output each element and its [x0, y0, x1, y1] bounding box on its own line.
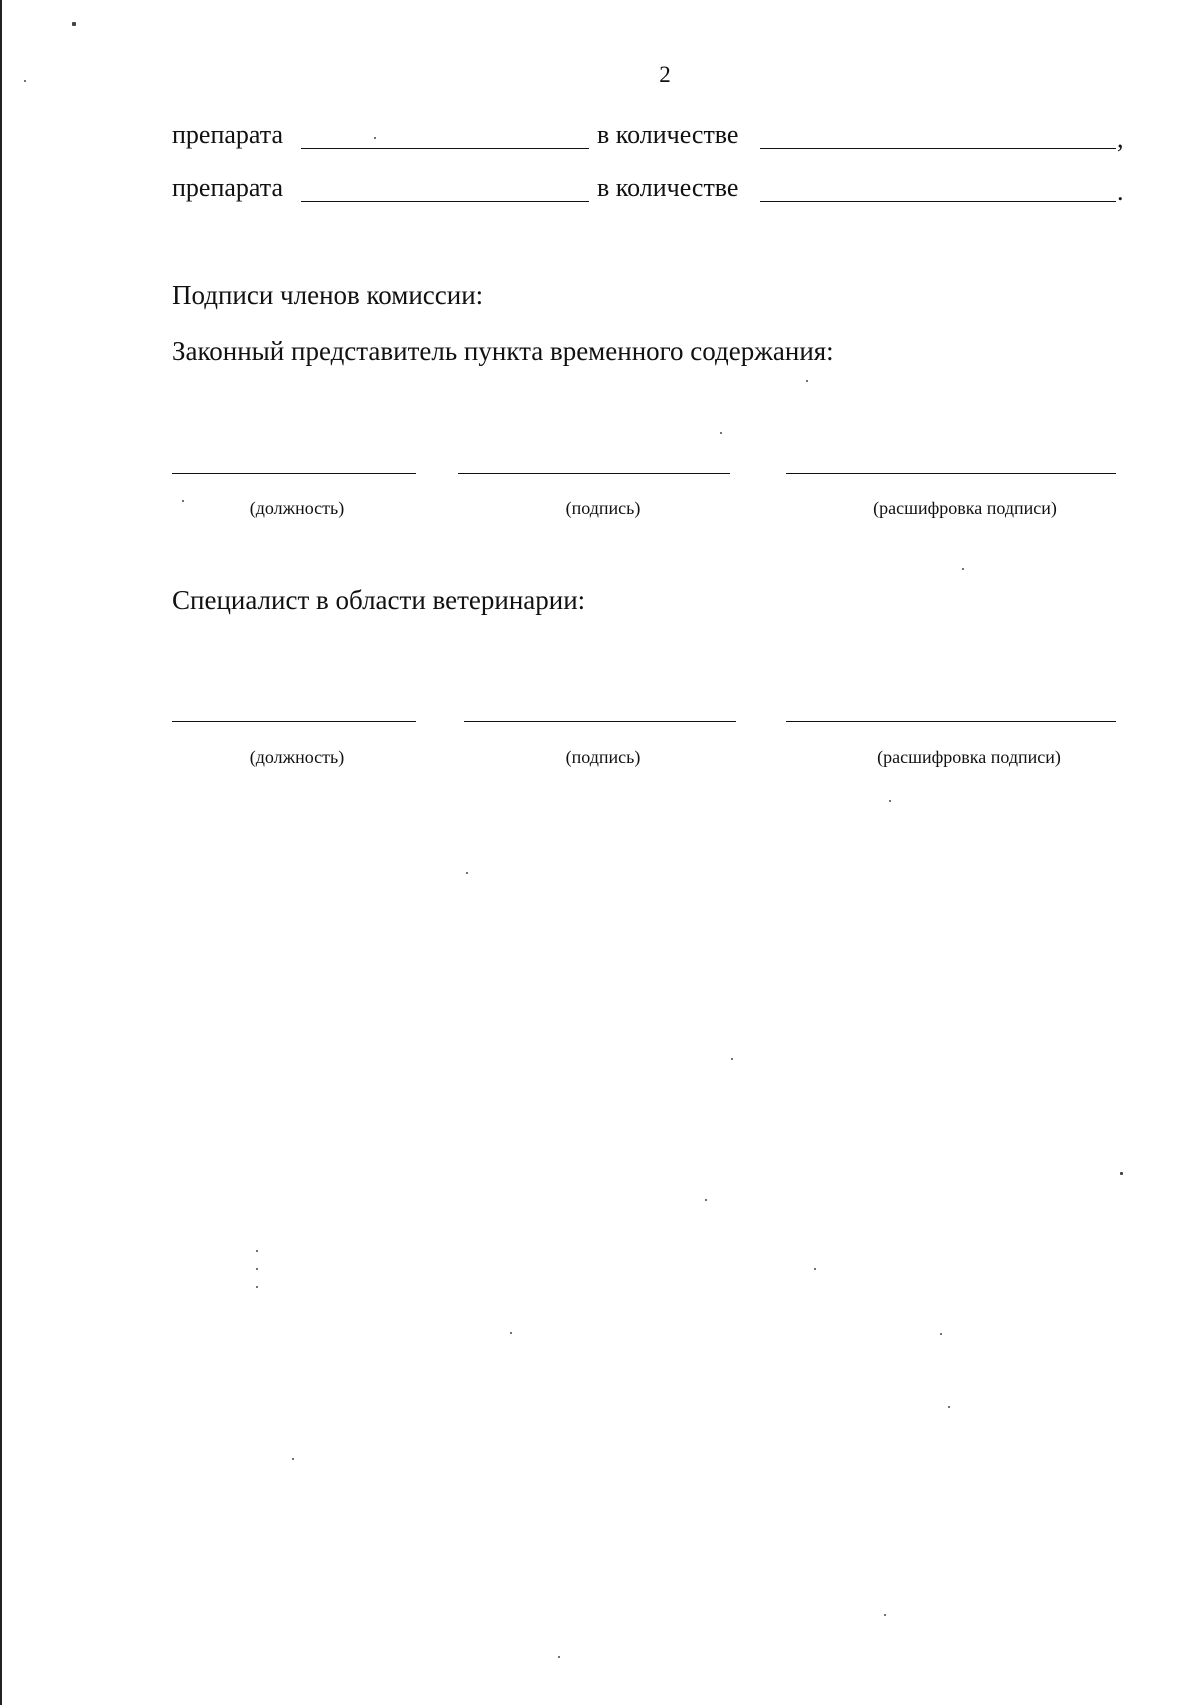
position-caption-2: (должность) — [249, 747, 345, 767]
signatures-heading: Подписи членов комиссии: — [172, 280, 484, 310]
drug-name-field-2[interactable] — [301, 201, 589, 202]
signature-caption-2: (подпись) — [565, 747, 641, 767]
scan-speck — [292, 1458, 294, 1460]
scan-speck — [256, 1286, 258, 1288]
scan-speck — [962, 568, 964, 570]
signature-caption-1: (подпись) — [565, 498, 641, 518]
decoding-caption-1: (расшифровка подписи) — [873, 498, 1057, 518]
scan-speck — [182, 500, 184, 502]
quantity-field-1[interactable] — [760, 148, 1116, 149]
row-end-punct-1: , — [1117, 124, 1124, 153]
drug-label-2: препарата — [172, 173, 283, 202]
position-caption-1: (должность) — [249, 498, 345, 518]
decoding-line-2[interactable] — [786, 721, 1116, 722]
drug-label-1: препарата — [172, 120, 283, 149]
scan-speck — [72, 22, 76, 26]
scan-speck — [806, 380, 808, 382]
page-number: 2 — [659, 62, 671, 87]
scan-speck — [948, 1406, 950, 1408]
row-end-punct-2: . — [1117, 177, 1124, 206]
scan-speck — [24, 80, 26, 82]
decoding-line-1[interactable] — [786, 473, 1116, 474]
scan-speck — [705, 1199, 707, 1201]
scan-speck — [884, 1614, 886, 1616]
drug-name-field-1[interactable] — [301, 148, 589, 149]
veterinary-specialist-title: Специалист в области ветеринарии: — [172, 585, 586, 615]
scan-speck — [720, 432, 722, 434]
legal-representative-title: Законный представитель пункта временного содержания: — [172, 336, 834, 366]
scan-speck — [1120, 1172, 1123, 1175]
scan-speck — [558, 1656, 560, 1658]
scan-speck — [256, 1250, 258, 1252]
scan-speck — [510, 1332, 512, 1334]
scan-speck — [889, 800, 891, 802]
scan-speck — [374, 137, 376, 139]
scan-speck — [814, 1268, 816, 1270]
decoding-caption-2: (расшифровка подписи) — [877, 747, 1061, 767]
scan-speck — [466, 872, 468, 874]
scan-speck — [940, 1333, 942, 1335]
signature-line-2[interactable] — [464, 721, 736, 722]
quantity-label-2: в количестве — [597, 173, 739, 202]
scan-speck — [256, 1268, 258, 1270]
quantity-label-1: в количестве — [597, 120, 739, 149]
position-line-2[interactable] — [172, 721, 416, 722]
signature-line-1[interactable] — [458, 473, 730, 474]
quantity-field-2[interactable] — [760, 201, 1116, 202]
page-edge — [0, 0, 2, 1705]
scan-speck — [731, 1058, 733, 1060]
position-line-1[interactable] — [172, 473, 416, 474]
